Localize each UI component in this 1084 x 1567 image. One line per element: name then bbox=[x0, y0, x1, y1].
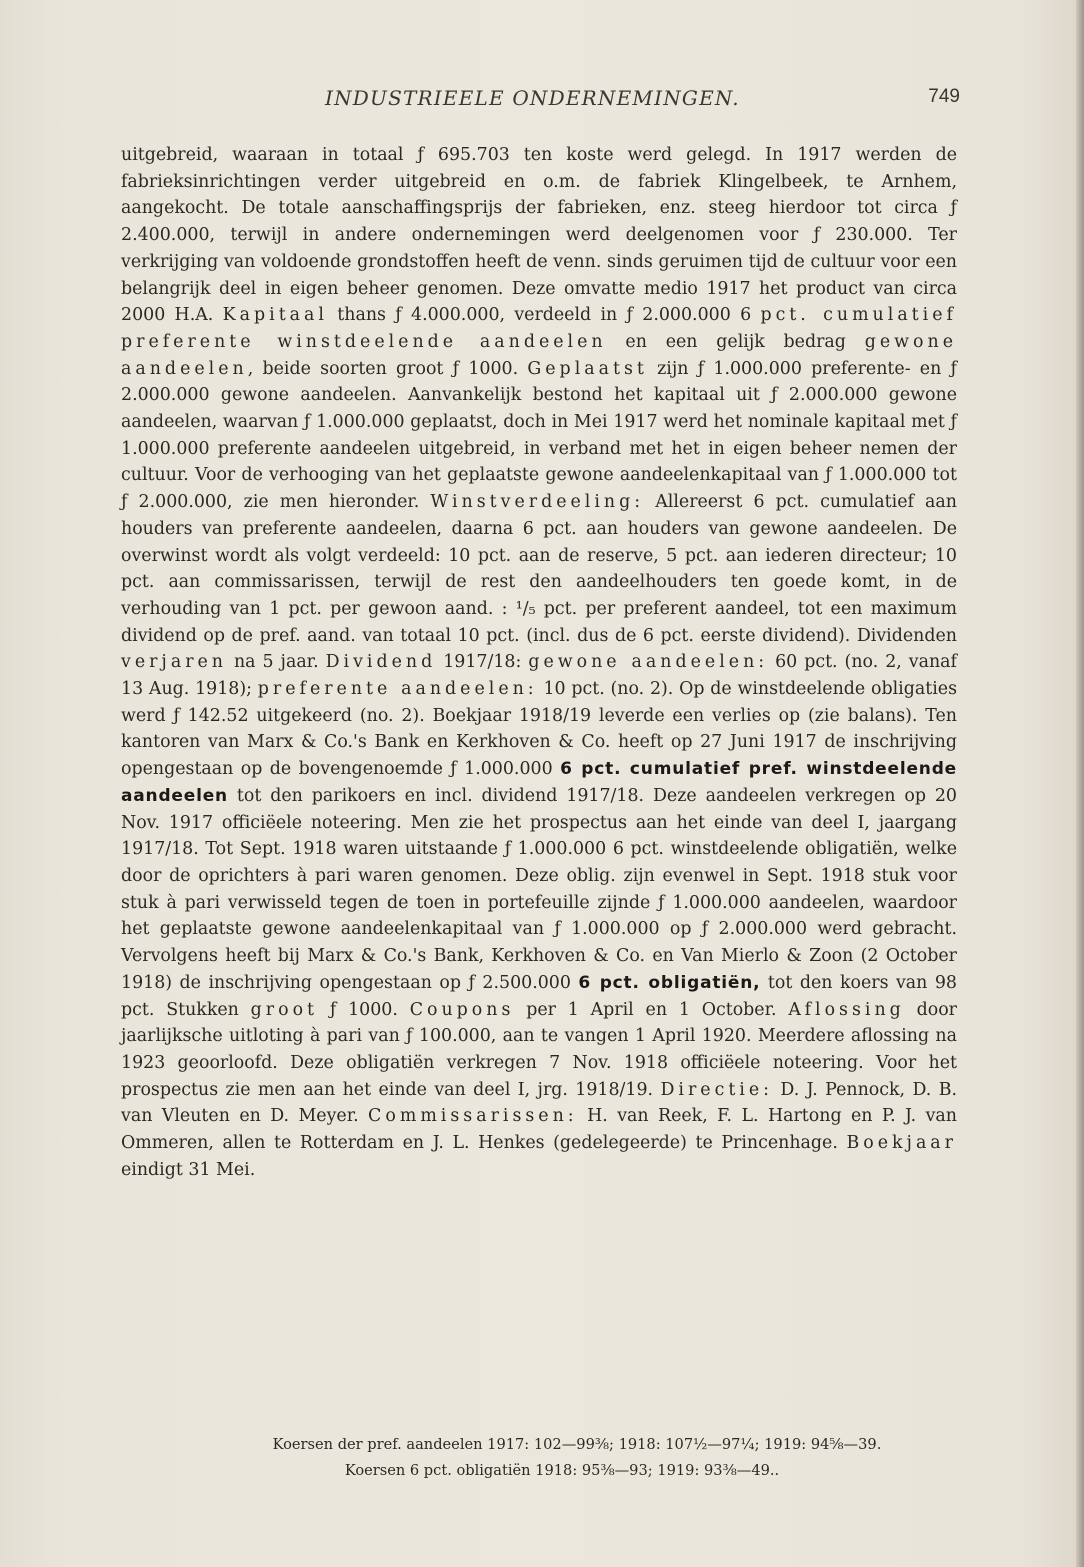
spaced-term: Dividend bbox=[325, 652, 437, 673]
text-run: zijn ƒ 1.000.000 preferente- en ƒ 2.000.000 gewone aandeelen. Aanvankelijk bestond het kapitaal uit ƒ 2.000.000 gewone aandeelen, waarvan ƒ 1.000.000 geplaatst, doch in Mei 1917 werd het nominale kapitaal met ƒ 1.000.000 preferente aandeelen uitgebreid, in verband met het in eigen beheer nemen der cultuur. Voor de verhooging van het geplaatste gewone aandeelenkapitaal van ƒ 1.000.000 tot ƒ 2.000.000, zie men hieronder. bbox=[121, 358, 957, 513]
running-title: INDUSTRIEELE ONDERNEMINGEN. bbox=[325, 86, 740, 110]
text-run: per 1 April en 1 October. bbox=[514, 999, 789, 1020]
text-run: door jaarlijksche uitloting à pari van ƒ 100.000, aan te vangen 1 April 1920. Meerdere aflossing na 1923 geoorloofd. Deze obligatiën verkregen 7 Nov. 1918 officiëele noteering. Voor het prospectus zie men aan het einde van deel I, jrg. 1918/19. bbox=[121, 999, 957, 1100]
spaced-term: Winstverdeeling: bbox=[430, 492, 645, 513]
bold-term: 6 pct. obligatiën, bbox=[578, 972, 761, 993]
spaced-term: Geplaatst bbox=[527, 358, 648, 379]
spaced-term: Commissarissen: bbox=[368, 1106, 578, 1127]
text-run: ƒ 1000. bbox=[318, 999, 410, 1020]
spaced-term: gewone aandeelen: bbox=[528, 652, 769, 673]
body-text bbox=[121, 142, 957, 1183]
spaced-term: preferente aandeelen: bbox=[257, 679, 538, 700]
text-run: uitgebreid, waaraan in totaal ƒ 695.703 ten koste werd gelegd. In 1917 werden de fabrieksinrichtingen verder uitgebreid en o.m. de fabriek Klingelbeek, te Arnhem, aangekocht. De totale aanschaffingsprijs der fabrieken, enz. steeg hierdoor tot circa ƒ 2.400.000, terwijl in andere ondernemingen werd deelgenomen voor ƒ 230.000. Ter verkrijging van voldoende grondstoffen heeft de venn. sinds geruimen tijd de cultuur voor een belangrijk deel in eigen beheer genomen. Deze omvatte medio 1917 het product van circa 2000 H.A. bbox=[121, 145, 957, 326]
footnote-share-prices: Koersen der pref. aandeelen 1917: 102—99⅜; 1918: 107½—97¼; 1919: 94⅝—39. bbox=[272, 1436, 882, 1453]
text-run: 60 pct. (no. 2, vanaf 13 Aug. 1918); bbox=[121, 652, 957, 700]
footnote-bond-prices: Koersen 6 pct. obligatiën 1918: 95⅜—93; 1919: 93⅜—49.. bbox=[344, 1462, 780, 1479]
paragraph bbox=[121, 142, 957, 1183]
text-run: 1917/18: bbox=[436, 652, 529, 673]
spaced-term: verjaren bbox=[121, 652, 227, 673]
spaced-term: Coupons bbox=[409, 999, 515, 1020]
text-run: eindigt 31 Mei. bbox=[121, 1159, 256, 1180]
spaced-term: gewone aandeelen bbox=[121, 331, 957, 379]
page-edge-shadow bbox=[1076, 0, 1084, 1567]
spaced-term: pct. cumulatief preferente winstdeelende aandeelen bbox=[121, 305, 957, 352]
spaced-term: Directie: bbox=[660, 1079, 774, 1100]
text-run: na 5 jaar. bbox=[227, 652, 326, 673]
text-run: tot den parikoers en incl. dividend 1917/18. Deze aandeelen verkregen op 20 Nov. 1917 officiëele noteering. Men zie het prospectus aan het einde van deel I, jaargang 1917/18. Tot Sept. 1918 waren uitstaande ƒ 1.000.000 6 pct. winstdeelende obligatiën, welke door de oprichters à pari waren genomen. Deze oblig. zijn evenwel in Sept. 1918 stuk voor stuk à pari verwisseld tegen de toen in portefeuille zijnde ƒ 1.000.000 aandeelen, waardoor het geplaatste gewone aandeelenkapitaal van ƒ 1.000.000 op ƒ 2.000.000 werd gebracht. Vervolgens heeft bij Marx & Co.'s Bank, Kerkhoven & Co. en Van Mierlo & Zoon (2 October 1918) de inschrijving opengestaan op ƒ 2.500.000 bbox=[121, 785, 957, 993]
page-header bbox=[120, 86, 960, 116]
text-run: tot den koers van 98 pct. Stukken bbox=[121, 972, 957, 1020]
text-run: D. J. Pennock, D. B. van Vleuten en D. Meyer. bbox=[121, 1079, 958, 1127]
spaced-term: groot bbox=[250, 999, 319, 1020]
text-run: Allereerst 6 pct. cumulatief aan houders van preferente aandeelen, daarna 6 pct. aan houders van gewone aandeelen. De overwinst wordt als volgt verdeeld: 10 pct. aan de reserve, 5 pct. aan iederen directeur; 10 pct. aan commissarissen, terwijl de rest den aandeelhouders ten goede komt, in de verhouding van 1 pct. per gewoon aand. : ¹/₅ pct. per preferent aandeel, tot een maximum dividend op de pref. aand. van totaal 10 pct. (incl. dus de 6 pct. eerste dividend). Dividenden bbox=[121, 492, 957, 646]
spaced-term: Kapitaal bbox=[222, 305, 328, 326]
text-run: thans ƒ 4.000.000, verdeeld in ƒ 2.000.000 6 bbox=[327, 305, 761, 326]
text-run: H. van Reek, F. L. Hartong en P. J. van Ommeren, allen te Rotterdam en J. L. Henkes (gedelegeerde) te Princenhage. bbox=[121, 1106, 957, 1154]
text-run: en een gelijk bedrag bbox=[606, 331, 865, 352]
page-number: 749 bbox=[928, 86, 960, 107]
text-run: , beide soorten groot ƒ 1000. bbox=[247, 358, 528, 379]
spaced-term: Aflossing bbox=[788, 999, 905, 1020]
text-run: 10 pct. (no. 2). Op de winstdeelende obligaties werd ƒ 142.52 uitgekeerd (no. 2). Boekjaar 1918/19 leverde een verlies op (zie balans). Ten kantoren van Marx & Co.'s Bank en Kerkhoven & Co. heeft op 27 Juni 1917 de inschrijving opengestaan op de bovengenoemde ƒ 1.000.000 bbox=[121, 679, 957, 780]
spaced-term: Boekjaar bbox=[846, 1133, 957, 1154]
price-footnotes bbox=[0, 1432, 1084, 1484]
bold-term: 6 pct. cumulatief pref. winstdeelende aandeelen bbox=[121, 759, 957, 806]
